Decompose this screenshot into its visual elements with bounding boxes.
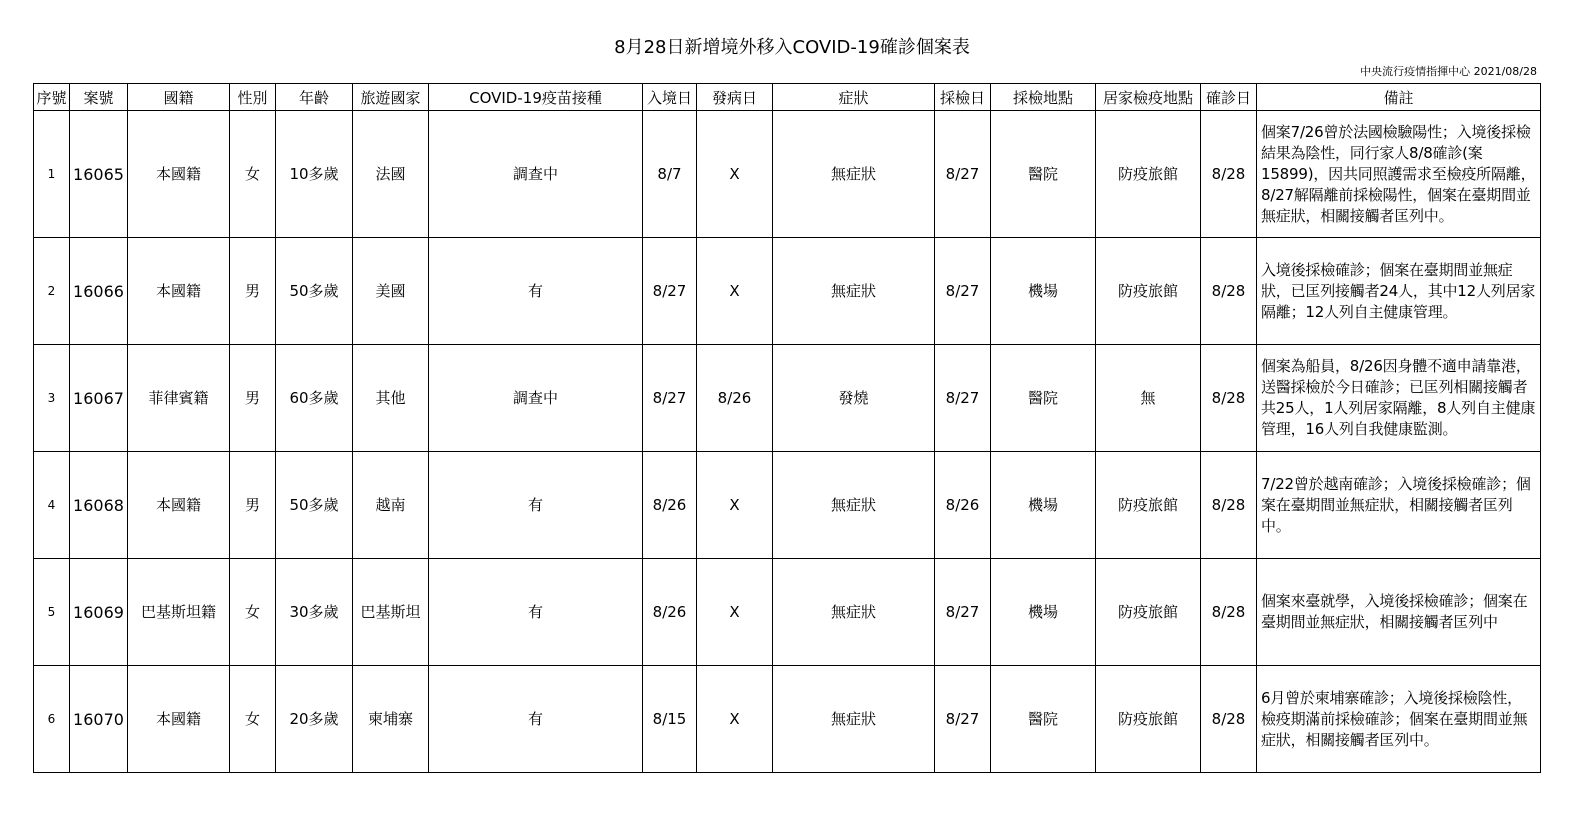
cell-test-date: 8/27 <box>935 345 991 452</box>
cell-test-location: 醫院 <box>991 666 1096 773</box>
cell-travel-country: 巴基斯坦 <box>353 559 429 666</box>
cell-confirm-date: 8/28 <box>1201 345 1257 452</box>
cell-vaccination: 有 <box>429 452 643 559</box>
header-sex: 性別 <box>230 84 276 111</box>
cell-onset-date: X <box>697 452 773 559</box>
cell-symptoms: 無症狀 <box>773 111 935 238</box>
cell-entry-date: 8/7 <box>643 111 697 238</box>
cell-seq: 4 <box>34 452 70 559</box>
header-confirm-date: 確診日 <box>1201 84 1257 111</box>
cell-entry-date: 8/26 <box>643 452 697 559</box>
table-row <box>34 345 1541 452</box>
cell-entry-date: 8/26 <box>643 559 697 666</box>
cell-case-no: 16067 <box>70 345 128 452</box>
cell-symptoms: 發燒 <box>773 345 935 452</box>
cell-test-date: 8/27 <box>935 111 991 238</box>
cell-age: 50多歲 <box>276 238 353 345</box>
header-seq: 序號 <box>34 84 70 111</box>
header-travel-country: 旅遊國家 <box>353 84 429 111</box>
case-table <box>33 83 1541 773</box>
cell-seq: 5 <box>34 559 70 666</box>
cell-vaccination: 有 <box>429 559 643 666</box>
cell-test-location: 機場 <box>991 238 1096 345</box>
cell-quarantine-location: 無 <box>1096 345 1201 452</box>
cell-confirm-date: 8/28 <box>1201 238 1257 345</box>
cell-case-no: 16068 <box>70 452 128 559</box>
cell-onset-date: X <box>697 666 773 773</box>
cell-symptoms: 無症狀 <box>773 559 935 666</box>
cell-travel-country: 越南 <box>353 452 429 559</box>
cell-sex: 男 <box>230 345 276 452</box>
cell-test-location: 醫院 <box>991 345 1096 452</box>
cell-seq: 2 <box>34 238 70 345</box>
cell-case-no: 16066 <box>70 238 128 345</box>
cell-nationality: 本國籍 <box>128 111 230 238</box>
cell-test-date: 8/27 <box>935 666 991 773</box>
cell-test-date: 8/27 <box>935 238 991 345</box>
header-test-location: 採檢地點 <box>991 84 1096 111</box>
cell-onset-date: X <box>697 238 773 345</box>
cell-entry-date: 8/27 <box>643 238 697 345</box>
cell-age: 60多歲 <box>276 345 353 452</box>
cell-case-no: 16065 <box>70 111 128 238</box>
cell-onset-date: 8/26 <box>697 345 773 452</box>
cell-quarantine-location: 防疫旅館 <box>1096 452 1201 559</box>
header-onset-date: 發病日 <box>697 84 773 111</box>
source-date: 中央流行疫情指揮中心 2021/08/28 <box>1360 65 1537 78</box>
cell-quarantine-location: 防疫旅館 <box>1096 238 1201 345</box>
table-row <box>34 666 1541 773</box>
cell-age: 50多歲 <box>276 452 353 559</box>
table-row <box>34 111 1541 238</box>
cell-test-date: 8/26 <box>935 452 991 559</box>
cell-seq: 3 <box>34 345 70 452</box>
cell-entry-date: 8/15 <box>643 666 697 773</box>
cell-quarantine-location: 防疫旅館 <box>1096 666 1201 773</box>
cell-age: 20多歲 <box>276 666 353 773</box>
header-quarantine-location: 居家檢疫地點 <box>1096 84 1201 111</box>
cell-sex: 男 <box>230 238 276 345</box>
cell-confirm-date: 8/28 <box>1201 452 1257 559</box>
header-test-date: 採檢日 <box>935 84 991 111</box>
cell-travel-country: 其他 <box>353 345 429 452</box>
cell-nationality: 本國籍 <box>128 666 230 773</box>
cell-case-no: 16070 <box>70 666 128 773</box>
cell-vaccination: 調查中 <box>429 345 643 452</box>
header-symptoms: 症狀 <box>773 84 935 111</box>
cell-confirm-date: 8/28 <box>1201 666 1257 773</box>
header-vaccination: COVID-19疫苗接種 <box>429 84 643 111</box>
cell-notes: 個案7/26曾於法國檢驗陽性；入境後採檢結果為陰性，同行家人8/8確診(案15899)，因共同照護需求至檢疫所隔離，8/27解隔離前採檢陽性，個案在臺期間並無症狀，相關接觸者匡列中。 <box>1257 111 1541 238</box>
cell-symptoms: 無症狀 <box>773 452 935 559</box>
cell-nationality: 本國籍 <box>128 452 230 559</box>
cell-sex: 女 <box>230 666 276 773</box>
cell-test-location: 機場 <box>991 559 1096 666</box>
header-entry-date: 入境日 <box>643 84 697 111</box>
header-notes: 備註 <box>1257 84 1541 111</box>
cell-test-location: 機場 <box>991 452 1096 559</box>
cell-notes: 個案為船員，8/26因身體不適申請靠港，送醫採檢於今日確診；已匡列相關接觸者共25人，1人列居家隔離，8人列自主健康管理，16人列自我健康監測。 <box>1257 345 1541 452</box>
cell-symptoms: 無症狀 <box>773 238 935 345</box>
cell-sex: 男 <box>230 452 276 559</box>
cell-nationality: 菲律賓籍 <box>128 345 230 452</box>
cell-travel-country: 柬埔寨 <box>353 666 429 773</box>
cell-symptoms: 無症狀 <box>773 666 935 773</box>
cell-age: 30多歲 <box>276 559 353 666</box>
cell-notes: 入境後採檢確診；個案在臺期間並無症狀，已匡列接觸者24人，其中12人列居家隔離；12人列自主健康管理。 <box>1257 238 1541 345</box>
cell-onset-date: X <box>697 111 773 238</box>
cell-case-no: 16069 <box>70 559 128 666</box>
cell-travel-country: 法國 <box>353 111 429 238</box>
cell-onset-date: X <box>697 559 773 666</box>
cell-sex: 女 <box>230 559 276 666</box>
cell-notes: 個案來臺就學，入境後採檢確診；個案在臺期間並無症狀，相關接觸者匡列中 <box>1257 559 1541 666</box>
cell-notes: 6月曾於柬埔寨確診；入境後採檢陰性，檢疫期滿前採檢確診；個案在臺期間並無症狀，相關接觸者匡列中。 <box>1257 666 1541 773</box>
table-row <box>34 452 1541 559</box>
header-age: 年齡 <box>276 84 353 111</box>
table-row <box>34 238 1541 345</box>
cell-notes: 7/22曾於越南確診；入境後採檢確診；個案在臺期間並無症狀，相關接觸者匡列中。 <box>1257 452 1541 559</box>
page-title: 8月28日新增境外移入COVID-19確診個案表 <box>614 37 970 58</box>
cell-test-date: 8/27 <box>935 559 991 666</box>
cell-quarantine-location: 防疫旅館 <box>1096 111 1201 238</box>
table-row <box>34 559 1541 666</box>
cell-sex: 女 <box>230 111 276 238</box>
cell-vaccination: 調查中 <box>429 111 643 238</box>
cell-confirm-date: 8/28 <box>1201 559 1257 666</box>
cell-test-location: 醫院 <box>991 111 1096 238</box>
cell-vaccination: 有 <box>429 666 643 773</box>
cell-nationality: 本國籍 <box>128 238 230 345</box>
cell-seq: 1 <box>34 111 70 238</box>
header-row <box>34 84 1541 111</box>
cell-vaccination: 有 <box>429 238 643 345</box>
cell-entry-date: 8/27 <box>643 345 697 452</box>
header-case-no: 案號 <box>70 84 128 111</box>
cell-quarantine-location: 防疫旅館 <box>1096 559 1201 666</box>
cell-confirm-date: 8/28 <box>1201 111 1257 238</box>
cell-travel-country: 美國 <box>353 238 429 345</box>
cell-nationality: 巴基斯坦籍 <box>128 559 230 666</box>
cell-age: 10多歲 <box>276 111 353 238</box>
header-nationality: 國籍 <box>128 84 230 111</box>
cell-seq: 6 <box>34 666 70 773</box>
